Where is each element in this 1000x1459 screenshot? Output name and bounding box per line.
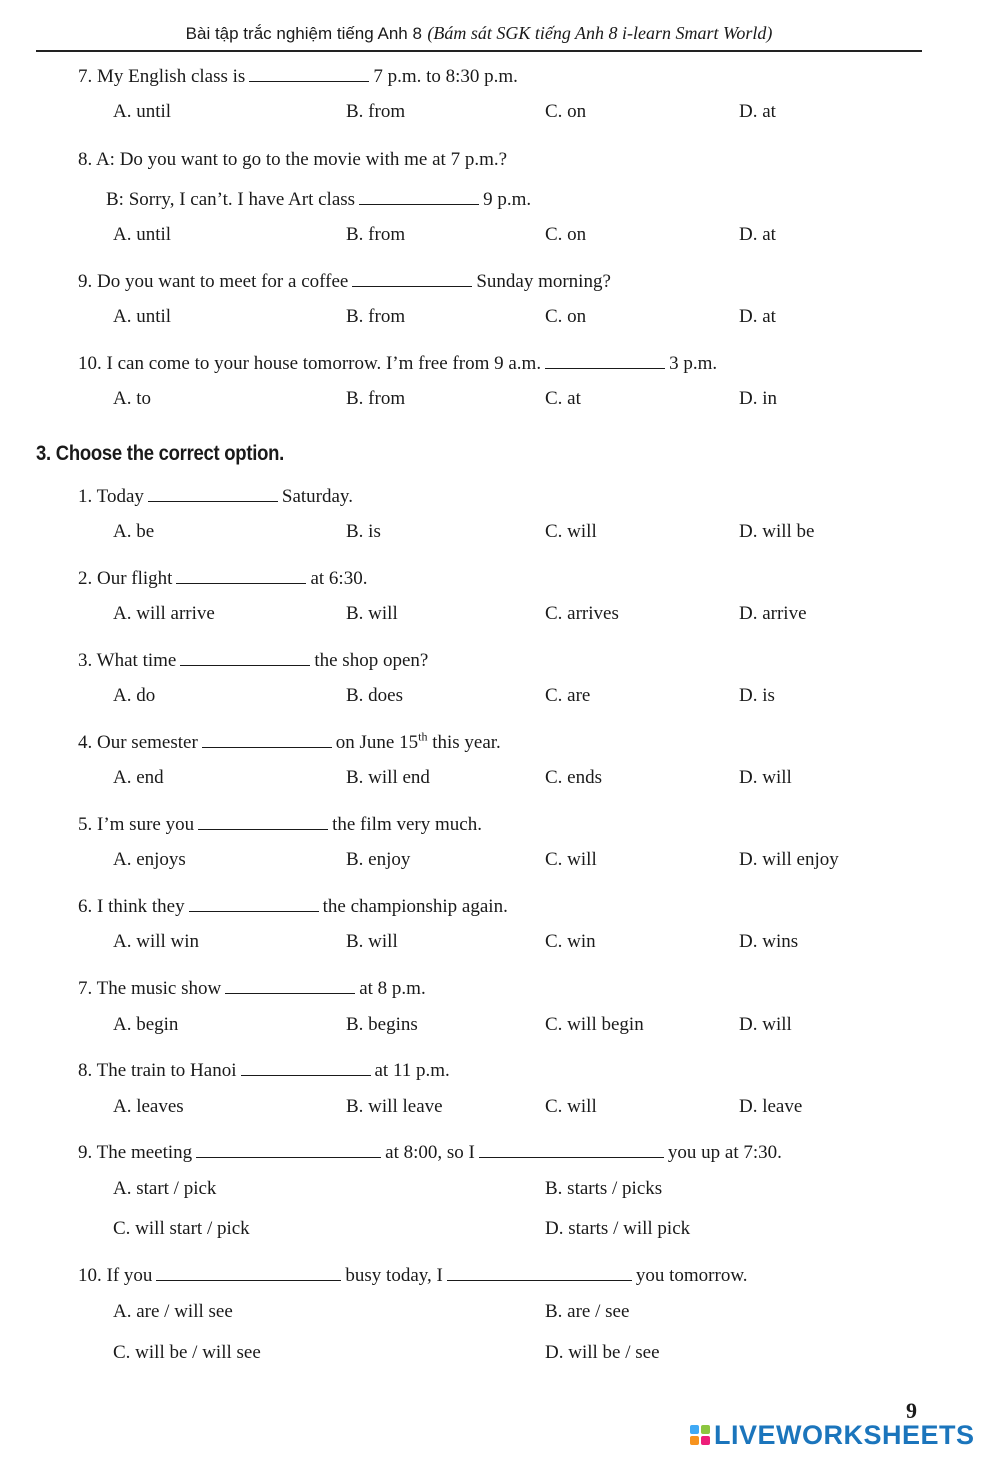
option-d[interactable]: D. is [739, 685, 775, 706]
option-c[interactable]: C. ends [545, 767, 602, 788]
logo-grid-icon [690, 1425, 710, 1445]
question-p2-9: 9. Do you want to meet for a coffee Sunday morning? [78, 271, 611, 292]
header-title: Bài tập trắc nghiệm tiếng Anh 8 [185, 24, 422, 43]
page-header [36, 20, 922, 52]
option-a[interactable]: A. begin [113, 1014, 179, 1035]
question-p2-8-reply: B: Sorry, I can’t. I have Art class 9 p.m. [106, 189, 532, 210]
option-b[interactable]: B. from [346, 306, 406, 327]
option-d[interactable]: D. in [739, 388, 777, 409]
option-b[interactable]: B. enjoy [346, 849, 411, 870]
question-p3-1: 1. Today Saturday. [78, 486, 353, 507]
question-p3-8: 8. The train to Hanoi at 11 p.m. [78, 1060, 450, 1081]
answer-blank[interactable] [249, 65, 369, 82]
answer-blank[interactable] [479, 1141, 664, 1158]
option-c[interactable]: C. at [545, 388, 581, 409]
question-p2-8: 8. A: Do you want to go to the movie with me at 7 p.m.? [78, 149, 508, 170]
question-p3-4: 4. Our semester on June 15th this year. [78, 729, 501, 753]
option-c[interactable]: C. will [545, 521, 597, 542]
option-a[interactable]: A. will win [113, 931, 200, 952]
logo-text: LIVEWORKSHEETS [714, 1419, 975, 1450]
option-b[interactable]: B. begins [346, 1014, 418, 1035]
answer-blank[interactable] [545, 352, 665, 369]
answer-blank[interactable] [156, 1264, 341, 1281]
option-b[interactable]: B. starts / picks [545, 1178, 663, 1199]
option-d[interactable]: D. will be / see [545, 1342, 660, 1363]
option-a[interactable]: A. enjoys [113, 849, 186, 870]
option-d[interactable]: D. at [739, 224, 776, 245]
option-a[interactable]: A. until [113, 224, 172, 245]
answer-blank[interactable] [225, 977, 355, 994]
option-a[interactable]: A. until [113, 306, 172, 327]
question-p3-6: 6. I think they the championship again. [78, 896, 508, 917]
option-a[interactable]: A. do [113, 685, 156, 706]
option-b[interactable]: B. are / see [545, 1301, 630, 1322]
question-p3-7: 7. The music show at 8 p.m. [78, 978, 426, 999]
option-c[interactable]: C. will [545, 1096, 597, 1117]
answer-blank[interactable] [198, 813, 328, 830]
question-p3-10: 10. If you busy today, I you tomorrow. [78, 1265, 748, 1286]
answer-blank[interactable] [359, 188, 479, 205]
option-b[interactable]: B. is [346, 521, 381, 542]
option-c[interactable]: C. on [545, 101, 587, 122]
option-c[interactable]: C. will start / pick [113, 1218, 250, 1239]
question-p3-9: 9. The meeting at 8:00, so I you up at 7:30. [78, 1142, 782, 1163]
option-d[interactable]: D. leave [739, 1096, 803, 1117]
answer-blank[interactable] [202, 731, 332, 748]
option-d[interactable]: D. arrive [739, 603, 807, 624]
option-c[interactable]: C. on [545, 224, 587, 245]
option-a[interactable]: A. will arrive [113, 603, 215, 624]
option-a[interactable]: A. leaves [113, 1096, 184, 1117]
option-d[interactable]: D. at [739, 306, 776, 327]
option-c[interactable]: C. will [545, 849, 597, 870]
option-b[interactable]: B. does [346, 685, 403, 706]
question-p3-2: 2. Our flight at 6:30. [78, 568, 368, 589]
option-b[interactable]: B. from [346, 388, 406, 409]
option-b[interactable]: B. will [346, 931, 398, 952]
answer-blank[interactable] [189, 895, 319, 912]
answer-blank[interactable] [447, 1264, 632, 1281]
option-d[interactable]: D. wins [739, 931, 799, 952]
option-b[interactable]: B. will [346, 603, 398, 624]
option-a[interactable]: A. are / will see [113, 1301, 233, 1322]
answer-blank[interactable] [241, 1059, 371, 1076]
option-c[interactable]: C. will begin [545, 1014, 644, 1035]
page-number: 9 [906, 1398, 917, 1423]
question-p2-7: 7. My English class is 7 p.m. to 8:30 p.m. [78, 66, 518, 87]
option-b[interactable]: B. from [346, 224, 406, 245]
liveworksheets-logo[interactable] [690, 1418, 975, 1452]
question-p3-5: 5. I’m sure you the film very much. [78, 814, 482, 835]
option-c[interactable]: C. on [545, 306, 587, 327]
answer-blank[interactable] [352, 270, 472, 287]
option-d[interactable]: D. will [739, 767, 792, 788]
option-c[interactable]: C. are [545, 685, 591, 706]
option-a[interactable]: A. start / pick [113, 1178, 217, 1199]
option-c[interactable]: C. win [545, 931, 596, 952]
option-a[interactable]: A. to [113, 388, 151, 409]
answer-blank[interactable] [148, 485, 278, 502]
answer-blank[interactable] [196, 1141, 381, 1158]
question-p3-3: 3. What time the shop open? [78, 650, 429, 671]
answer-blank[interactable] [180, 649, 310, 666]
option-d[interactable]: D. will enjoy [739, 849, 839, 870]
option-c[interactable]: C. will be / will see [113, 1342, 261, 1363]
option-b[interactable]: B. from [346, 101, 406, 122]
question-p2-10: 10. I can come to your house tomorrow. I’m free from 9 a.m. 3 p.m. [78, 353, 718, 374]
option-b[interactable]: B. will end [346, 767, 430, 788]
option-a[interactable]: A. be [113, 521, 155, 542]
option-d[interactable]: D. starts / will pick [545, 1218, 691, 1239]
option-d[interactable]: D. will be [739, 521, 815, 542]
option-a[interactable]: A. until [113, 101, 172, 122]
option-a[interactable]: A. end [113, 767, 164, 788]
option-d[interactable]: D. at [739, 101, 776, 122]
section-title: 3. Choose the correct option. [36, 442, 285, 465]
option-b[interactable]: B. will leave [346, 1096, 443, 1117]
option-c[interactable]: C. arrives [545, 603, 619, 624]
option-d[interactable]: D. will [739, 1014, 792, 1035]
answer-blank[interactable] [176, 567, 306, 584]
header-subtitle: (Bám sát SGK tiếng Anh 8 i-learn Smart World) [427, 23, 773, 43]
